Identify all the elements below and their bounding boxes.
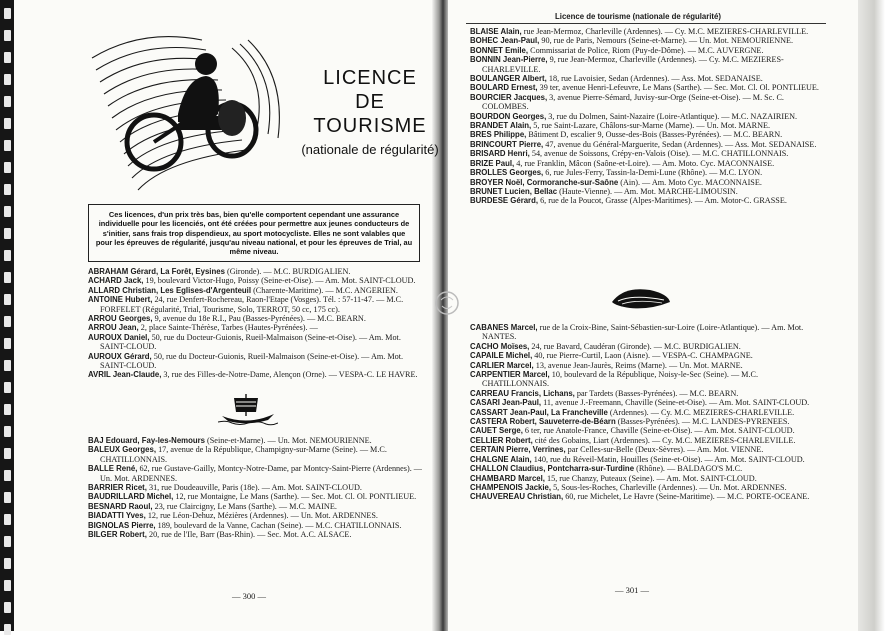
directory-entry	[470, 351, 822, 360]
entry-details: 6 ter, rue Anatole-France, Chaville (Seine-et-Oise). — Am. Mot. SAINT-CLOUD.	[522, 426, 795, 436]
sprocket-hole	[4, 250, 11, 261]
entry-name: BILGER Robert,	[88, 530, 147, 540]
entry-details: 31, rue Doudeauville, Paris (18e). — Am. Mot. SAINT-CLOUD.	[146, 483, 362, 493]
entry-name: CELLIER Robert,	[470, 435, 533, 445]
entry-details: (Ardennes). — Cy. M.C. MEZIERES-CHARLEVILLE.	[607, 407, 795, 417]
entry-details: 5, rue Saint-Lazare, Châlons-sur-Marne (Marne). — Un. Mot. MARNE.	[531, 121, 771, 131]
entry-name: CHALLON Claudius, Pontcharra-sur-Turdine	[470, 464, 635, 474]
entry-name: BRES Philippe,	[470, 130, 527, 140]
entry-name: ARROU Jean,	[88, 323, 139, 333]
sprocket-hole	[4, 338, 11, 349]
entry-name: CAPAILE Michel,	[470, 351, 533, 361]
directory-entry	[470, 74, 822, 83]
entry-name: BURDESE Gérard,	[470, 196, 539, 206]
entry-name: BROYER Noël, Cormoranche-sur-Saône	[470, 177, 619, 187]
entry-name: AUROUX Daniel,	[88, 332, 150, 342]
entry-name: BOHEC Jean-Paul,	[470, 36, 540, 46]
entry-details: par Tardets (Basses-Pyrénées). — M.C. BEARN.	[574, 388, 739, 398]
entry-name: BRUNET Lucien, Bellac	[470, 186, 558, 196]
sprocket-hole	[4, 580, 11, 591]
sprocket-hole	[4, 272, 11, 283]
directory-entry	[470, 361, 822, 370]
sprocket-hole	[4, 228, 11, 239]
entry-details: 2, place Sainte-Thérèse, Tarbes (Hautes-Pyrénées). —	[138, 323, 318, 333]
film-strip-left	[0, 0, 14, 631]
entry-name: BRIZE Paul,	[470, 158, 515, 168]
directory-entry	[88, 352, 423, 371]
entry-name: BIADATTI Yves,	[88, 511, 146, 521]
entry-details: 90, rue de Paris, Nemours (Seine-et-Marne). — Un. Mot. NEMOURIENNE.	[539, 36, 794, 46]
entry-details: 13, avenue Jean-Jaurès, Reims (Marne). — Un. Mot. MARNE.	[533, 360, 743, 370]
directory-entry	[88, 492, 423, 501]
sprocket-hole	[4, 360, 11, 371]
sprocket-hole	[4, 448, 11, 459]
sprocket-hole	[4, 316, 11, 327]
entry-name: BRINCOURT Pierre,	[470, 139, 544, 149]
directory-entry	[470, 159, 822, 168]
entry-name: BOURCIER Jacques,	[470, 92, 548, 102]
entry-details: 40, rue Pierre-Curtil, Laon (Aisne). — VESPA-C. CHAMPAGNE.	[532, 351, 753, 361]
directory-entry	[88, 502, 423, 511]
entry-details: 20, rue de l'Ile, Barr (Bas-Rhin). — Sec. Mot. A.C. ALSACE.	[146, 530, 352, 540]
directory-entry	[470, 196, 822, 205]
entry-name: CERTAIN Pierre, Verrines,	[470, 445, 566, 455]
directory-entry	[470, 83, 822, 92]
entry-name: CHAMPENOIS Jackie,	[470, 482, 552, 492]
sprocket-hole	[4, 536, 11, 547]
directory-entry	[470, 474, 822, 483]
entry-details: (Ain). — Am. Moto Cyc. MACONNAISE.	[618, 177, 762, 187]
directory-entry	[88, 445, 423, 464]
directory-entry	[470, 168, 822, 177]
sprocket-hole	[4, 382, 11, 393]
directory-entry	[470, 36, 822, 45]
sprocket-hole	[4, 404, 11, 415]
directory-entry	[88, 323, 423, 332]
entry-name: AUROUX Gérard,	[88, 351, 152, 361]
page-title-line-2: DE TOURISME	[313, 91, 427, 137]
entry-details: 24, rue Denfert-Rochereau, Raon-l'Etape (Vosges). Tél. : 57-11-47. — M.C. FORFELET (Régularité, Trial, Tourisme, Solo, TERROT, 50 cc, 175 cc).	[100, 295, 404, 314]
entry-details: (Gironde). — M.C. BURDIGALIEN.	[224, 267, 351, 276]
entry-details: 50, rue du Docteur-Guionis, Rueil-Malmaison (Seine-et-Oise). — Am. Mot. SAINT-CLOUD.	[100, 351, 404, 371]
entry-details: Commissariat de Police, Riom (Puy-de-Dôme). — M.C. AUVERGNE.	[528, 45, 764, 55]
entry-name: BONNET Emile,	[470, 45, 529, 55]
entry-details: 10, boulevard de la République, Noisy-le-Sec (Seine). — M.C. CHATILLONNAIS.	[482, 370, 759, 389]
sprocket-hole	[4, 558, 11, 569]
entry-name: BRANDET Alain,	[470, 121, 532, 131]
entry-name: ANTOINE Hubert,	[88, 295, 153, 305]
entry-details: (Haute-Vienne). — Am. Mot. MARCHE-LIMOUSIN.	[557, 186, 738, 196]
directory-entry	[88, 314, 423, 323]
library-stamp	[432, 286, 462, 320]
entry-details: 54, avenue de Soissons, Crépy-en-Valois (Oise). — M.C. CHATILLONNAIS.	[529, 149, 789, 159]
directory-entry	[470, 483, 822, 492]
directory-entry	[470, 93, 822, 112]
entry-name: BALLE René,	[88, 464, 138, 474]
sprocket-hole	[4, 118, 11, 129]
sprocket-hole	[4, 624, 11, 635]
directory-entry	[470, 46, 822, 55]
entry-details: 12, rue Léon-Dehuz, Mézières (Ardennes). — Un. Mot. ARDENNES.	[145, 511, 378, 521]
entry-name: CAUET Serge,	[470, 426, 523, 436]
entry-details: 62, rue Gustave-Gailly, Montcy-Notre-Dame, par Montcy-Saint-Pierre (Ardennes). — Un. Mot. ARDENNES.	[100, 464, 422, 483]
entry-name: AVRIL Jean-Claude,	[88, 370, 162, 380]
sprocket-hole	[4, 74, 11, 85]
shell-ornament	[610, 284, 672, 312]
entry-name: ABRAHAM Gérard, La Forêt, Eysines	[88, 267, 225, 276]
entry-details: 18, rue Lavoisier, Sedan (Ardennes). — Ass. Mot. SEDANAISE.	[546, 74, 763, 84]
entry-details: 19, boulevard Victor-Hugo, Poissy (Seine-et-Oise). — Am. Mot. SAINT-CLOUD.	[143, 276, 416, 286]
directory-entry	[470, 455, 822, 464]
entry-name: CABANES Marcel,	[470, 323, 538, 332]
entry-details: cité des Gobains, Liart (Ardennes). — Cy. M.C. MEZIERES-CHARLEVILLE.	[532, 435, 796, 445]
directory-entry	[88, 483, 423, 492]
entry-details: 3, rue des Filles-de-Notre-Dame, Alençon (Orne). — VESPA-C. LE HAVRE.	[161, 370, 418, 380]
directory-entry	[470, 492, 822, 501]
entry-details: 6, rue de la Poucot, Grasse (Alpes-Maritimes). — Am. Motor-C. GRASSE.	[538, 196, 787, 206]
entry-name: BROLLES Georges,	[470, 168, 544, 178]
entry-details: (Seine-et-Marne). — Un. Mot. NEMOURIENNE.	[204, 436, 372, 445]
entry-details: 12, rue Montaigne, Le Mans (Sarthe). — Sec. Mot. Cl. Ol. PONTLIEUE.	[173, 492, 417, 502]
directory-entry	[470, 27, 822, 36]
directory-entry	[470, 445, 822, 454]
entry-details: 17, avenue de la République, Champigny-sur-Marne (Seine). — M.C. CHATILLONNAIS.	[100, 445, 387, 464]
entry-name: BIGNOLAS Pierre,	[88, 520, 156, 530]
entry-name: CARLIER Marcel,	[470, 360, 534, 370]
entry-details: par Celles-sur-Belle (Deux-Sèvres). — Am. Mot. VIENNE.	[565, 445, 764, 455]
entry-name: CHAMBARD Marcel,	[470, 473, 545, 483]
entry-details: 39 ter, avenue Henri-Lefeuvre, Le Mans (Sarthe). — Sec. Mot. Cl. Ol. PONTLIEUE.	[537, 83, 819, 93]
directory-entry	[470, 370, 822, 389]
entry-details: 24, rue Bavard, Caudéran (Gironde). — M.C. BURDIGALIEN.	[529, 341, 741, 351]
entry-details: 3, avenue Pierre-Sémard, Juvisy-sur-Orge (Seine-et-Oise). — M. Sc. C. COLOMBES.	[482, 92, 784, 112]
header-rule	[466, 23, 826, 24]
entry-list-bl-bu-names	[470, 27, 822, 206]
entry-name: CASSART Jean-Paul, La Francheville	[470, 407, 608, 417]
entry-name: BOURDON Georges,	[470, 111, 547, 121]
title-block	[300, 66, 440, 157]
sprocket-hole	[4, 162, 11, 173]
directory-entry	[470, 187, 822, 196]
sprocket-hole	[4, 426, 11, 437]
directory-entry	[470, 398, 822, 407]
directory-entry	[470, 436, 822, 445]
sprocket-hole	[4, 184, 11, 195]
directory-entry	[470, 121, 822, 130]
directory-entry	[88, 464, 423, 483]
entry-name: CASTERA Robert, Sauveterre-de-Béarn	[470, 417, 616, 427]
sprocket-hole	[4, 492, 11, 503]
page-number-right: — 301 —	[615, 585, 649, 595]
entry-name: CARREAU Francis, Lichans,	[470, 388, 575, 398]
entry-name: BONNIN Jean-Pierre,	[470, 55, 548, 65]
entry-details: (Charente-Maritime). — M.C. ANGERIEN.	[251, 285, 398, 295]
directory-entry	[470, 55, 822, 74]
directory-entry	[470, 464, 822, 473]
entry-name: BOULANGER Albert,	[470, 74, 547, 84]
directory-entry	[88, 333, 423, 352]
directory-entry	[88, 530, 423, 539]
directory-entry	[470, 130, 822, 139]
entry-details: 50, rue du Docteur-Guionis, Rueil-Malmaison (Seine-et-Oise). — Am. Mot. SAINT-CLOUD.	[100, 332, 401, 352]
directory-entry	[88, 370, 423, 379]
sprocket-hole	[4, 30, 11, 41]
sprocket-hole	[4, 96, 11, 107]
entry-name: CACHO Moïses,	[470, 341, 530, 351]
entry-details: 23, rue Claircigny, Le Mans (Sarthe). — M.C. MAINE.	[152, 501, 337, 511]
sprocket-hole	[4, 470, 11, 481]
entry-details: 6, rue Jules-Ferry, Tassin-la-Demi-Lune (Rhône). — M.C. LYON.	[543, 168, 763, 178]
directory-entry	[470, 178, 822, 187]
page-edge	[858, 0, 885, 631]
entry-name: BRISARD Henri,	[470, 149, 530, 159]
directory-entry	[470, 342, 822, 351]
intro-notice: Ces licences, d'un prix très bas, bien qu'elle comportent cependant une assurance individuelle pour les licenciés, ont été créées pour permettre aux jeunes conducteurs de s'initier, sans frais trop dispendieux, au sport motocycliste. Elles ne sont valables que pour les épreuves de régularité, jusqu'au niveau national, et pour les épreuves de Trial, au même niveau.	[88, 204, 420, 262]
directory-entry	[88, 521, 423, 530]
entry-details: 3, rue du Dolmen, Saint-Nazaire (Loire-Atlantique). — M.C. NAZAIRIEN.	[546, 111, 798, 121]
entry-details: 140, rue du Réveil-Matin, Houilles (Seine-et-Oise). — Am. Mot. SAINT-CLOUD.	[531, 454, 805, 464]
entry-details: rue de la Croix-Bine, Saint-Sébastien-sur-Loire (Loire-Atlantique). — Am. Mot. NANTES.	[482, 323, 804, 342]
directory-entry	[470, 426, 822, 435]
page-number-left: — 300 —	[232, 591, 266, 601]
entry-details: 11, avenue J.-Freemann, Chaville (Seine-et-Oise). — Am. Mot. SAINT-CLOUD.	[541, 398, 810, 408]
directory-entry	[470, 389, 822, 398]
entry-name: CASARI Jean-Paul,	[470, 398, 542, 408]
entry-name: CHAUVEREAU Christian,	[470, 492, 564, 502]
directory-entry	[88, 267, 423, 276]
running-head: Licence de tourisme (nationale de régularité)	[555, 12, 721, 21]
entry-details: 15, rue Chanzy, Puteaux (Seine). — Am. Mot. SAINT-CLOUD.	[544, 473, 757, 483]
entry-name: CHALGNE Alain,	[470, 454, 532, 464]
directory-entry	[88, 295, 423, 314]
motorcycle-rider-illustration	[82, 18, 292, 198]
directory-entry	[470, 149, 822, 158]
directory-entry	[88, 286, 423, 295]
entry-list-b-names	[88, 436, 423, 539]
entry-list-a-names	[88, 267, 423, 380]
entry-details: 189, boulevard de la Vanne, Cachan (Seine). — M.C. CHATILLONNAIS.	[155, 520, 402, 530]
entry-name: BESNARD Raoul,	[88, 501, 153, 511]
entry-name: ACHARD Jack,	[88, 276, 144, 286]
entry-details: (Rhône). — BALDAGO'S M.C.	[634, 464, 743, 474]
directory-entry	[88, 276, 423, 285]
entry-details: 9, avenue du 18e R.I., Pau (Basses-Pyrénées). — M.C. BEARN.	[152, 314, 366, 324]
sprocket-hole	[4, 52, 11, 63]
entry-details: Bâtiment D, escalier 9, Ousse-des-Bois (Basses-Pyrénées). — M.C. BEARN.	[526, 130, 783, 140]
entry-name: BOULARD Ernest,	[470, 83, 538, 93]
entry-list-c-names	[470, 323, 822, 502]
page-title-line-1: LICENCE	[323, 67, 417, 89]
directory-entry	[470, 408, 822, 417]
entry-details: rue Jean-Mermoz, Charleville (Ardennes). — Cy. M.C. MEZIERES-CHARLEVILLE.	[521, 27, 809, 36]
entry-details: (Basses-Pyrénées). — M.C. LANDES-PYRENEES.	[615, 417, 790, 427]
entry-name: CARPENTIER Marcel,	[470, 370, 550, 380]
directory-entry	[470, 112, 822, 121]
sprocket-hole	[4, 8, 11, 19]
entry-details: 9, rue Jean-Mermoz, Charleville (Ardennes). — Cy. M.C. MEZIERES-CHARLEVILLE.	[482, 55, 784, 74]
entry-name: BALEUX Georges,	[88, 445, 157, 455]
ship-ornament	[218, 390, 278, 426]
entry-details: 60, rue Michelet, Le Havre (Seine-Maritime). — M.C. PORTE-OCEANE.	[563, 492, 810, 502]
sprocket-hole	[4, 602, 11, 613]
entry-name: ALLARD Christian, Les Eglises-d'Argenteuil	[88, 285, 252, 295]
entry-details: 5, Sous-les-Roches, Charleville (Ardennes). — Un. Mot. ARDENNES.	[551, 482, 787, 492]
sprocket-hole	[4, 294, 11, 305]
entry-name: ARROU Georges,	[88, 314, 153, 324]
entry-details: 47, avenue du Général-Marguerite, Sedan (Ardennes). — Ass. Mot. SEDANAISE.	[543, 139, 817, 149]
entry-name: BARRIER Ricet,	[88, 483, 147, 493]
entry-name: BAUDRILLARD Michel,	[88, 492, 174, 502]
entry-details: 4, rue Franklin, Mâcon (Saône-et-Loire). — Am. Moto. Cyc. MACONNAISE.	[514, 158, 775, 168]
sprocket-hole	[4, 514, 11, 525]
directory-entry	[88, 511, 423, 520]
entry-name: BLAISE Alain,	[470, 27, 522, 36]
entry-name: BAJ Edouard, Fay-les-Nemours	[88, 436, 205, 445]
directory-entry	[470, 323, 822, 342]
directory-entry	[470, 140, 822, 149]
directory-entry	[88, 436, 423, 445]
page-subtitle: (nationale de régularité)	[301, 142, 439, 157]
directory-entry	[470, 417, 822, 426]
sprocket-hole	[4, 206, 11, 217]
sprocket-hole	[4, 140, 11, 151]
